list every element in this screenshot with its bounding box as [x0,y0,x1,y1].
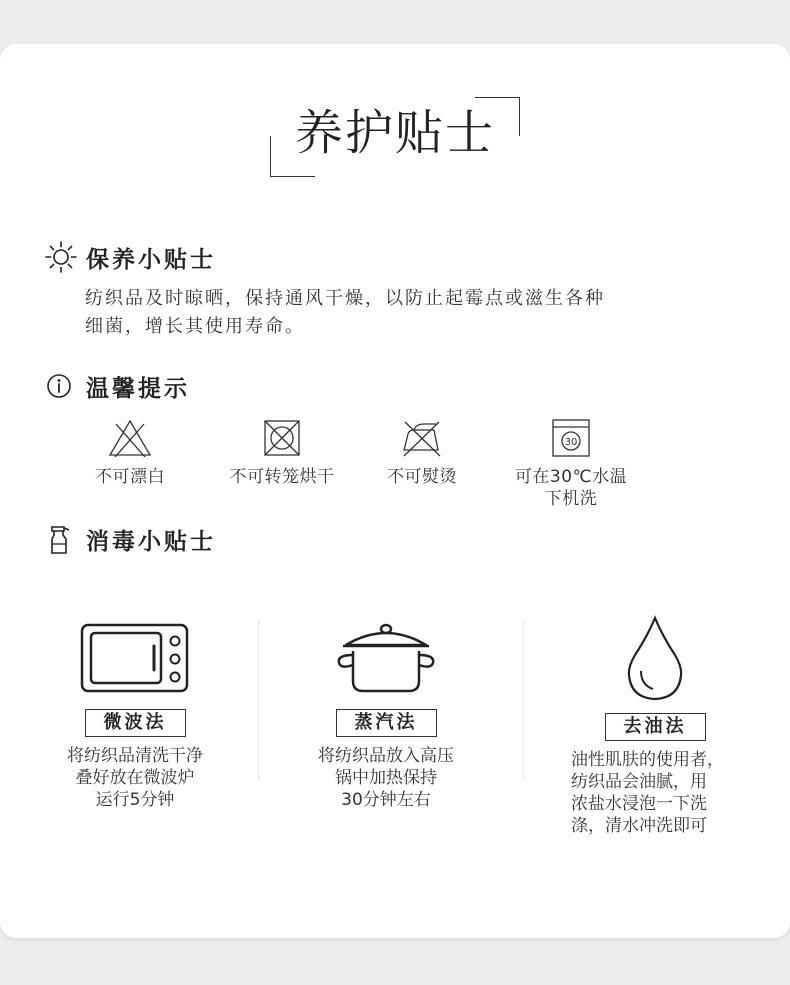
care-item-no-iron [337,418,507,488]
info-icon [44,369,78,403]
care-tips-heading [44,240,216,274]
no-tumble-dry-label: 不可转笼烘干 [229,467,335,487]
degrease-desc-line: 浓盐水浸泡一下洗 [571,794,707,814]
care-tips-title: 保养小贴士 [86,246,216,273]
machine-wash-label-line-2: 下机洗 [544,489,598,509]
care-tips-line-1: 纺织品及时晾晒，保持通风干燥，以防止起霉点或滋生各种 [85,288,605,309]
disinfect-heading [44,522,216,556]
steam-pot-icon [331,615,441,695]
machine-wash-label [486,466,656,510]
microwave-desc-line: 将纺织品清洗干净 [67,746,203,766]
microwave-desc [15,745,255,811]
steam-desc-line: 锅中加热保持 [335,768,437,788]
no-tumble-dry-icon [262,418,302,458]
steam-desc [266,745,506,811]
steam-desc-line: 将纺织品放入高压 [318,746,454,766]
degrease-desc-line: 涤，清水冲洗即可 [571,816,707,836]
method-microwave [15,615,255,811]
degrease-desc-line: 油性肌肤的使用者， [571,750,724,770]
microwave-badge: 微波法 [85,709,186,737]
care-tips-text [85,285,715,341]
warm-tips-heading [44,369,190,403]
machine-wash-label-line-1: 可在30℃水温 [514,467,628,487]
spray-bottle-icon [44,522,78,556]
care-tips-line-2: 细菌，增长其使用寿命。 [85,316,305,337]
microwave-desc-line: 叠好放在微波炉 [75,768,195,788]
page-title: 养护贴士 [294,105,495,161]
method-steam [266,615,506,811]
steam-desc-line: 30分钟左右 [341,790,431,810]
column-divider-2 [523,620,524,780]
column-divider-1 [258,620,259,780]
no-iron-label: 不可熨烫 [387,467,457,487]
wash-temp-text: 30 [564,437,578,448]
microwave-desc-line: 运行5分钟 [95,790,175,810]
no-iron-icon [400,418,444,458]
degrease-badge: 去油法 [605,713,706,741]
steam-badge: 蒸汽法 [336,709,437,737]
warm-tips-title: 温馨提示 [86,375,190,402]
water-drop-icon [625,615,685,701]
no-bleach-label: 不可漂白 [95,467,165,487]
care-item-machine-wash [486,418,656,510]
disinfect-title: 消毒小贴士 [86,528,216,555]
method-degrease [535,615,775,837]
machine-wash-30-icon [551,418,591,458]
degrease-desc [571,749,739,837]
care-item-no-bleach [45,418,215,488]
title-block [268,97,522,177]
degrease-desc-line: 纺织品会油腻，用 [571,772,707,792]
microwave-icon [79,615,191,695]
sun-icon [44,240,78,274]
no-bleach-icon [107,418,153,458]
